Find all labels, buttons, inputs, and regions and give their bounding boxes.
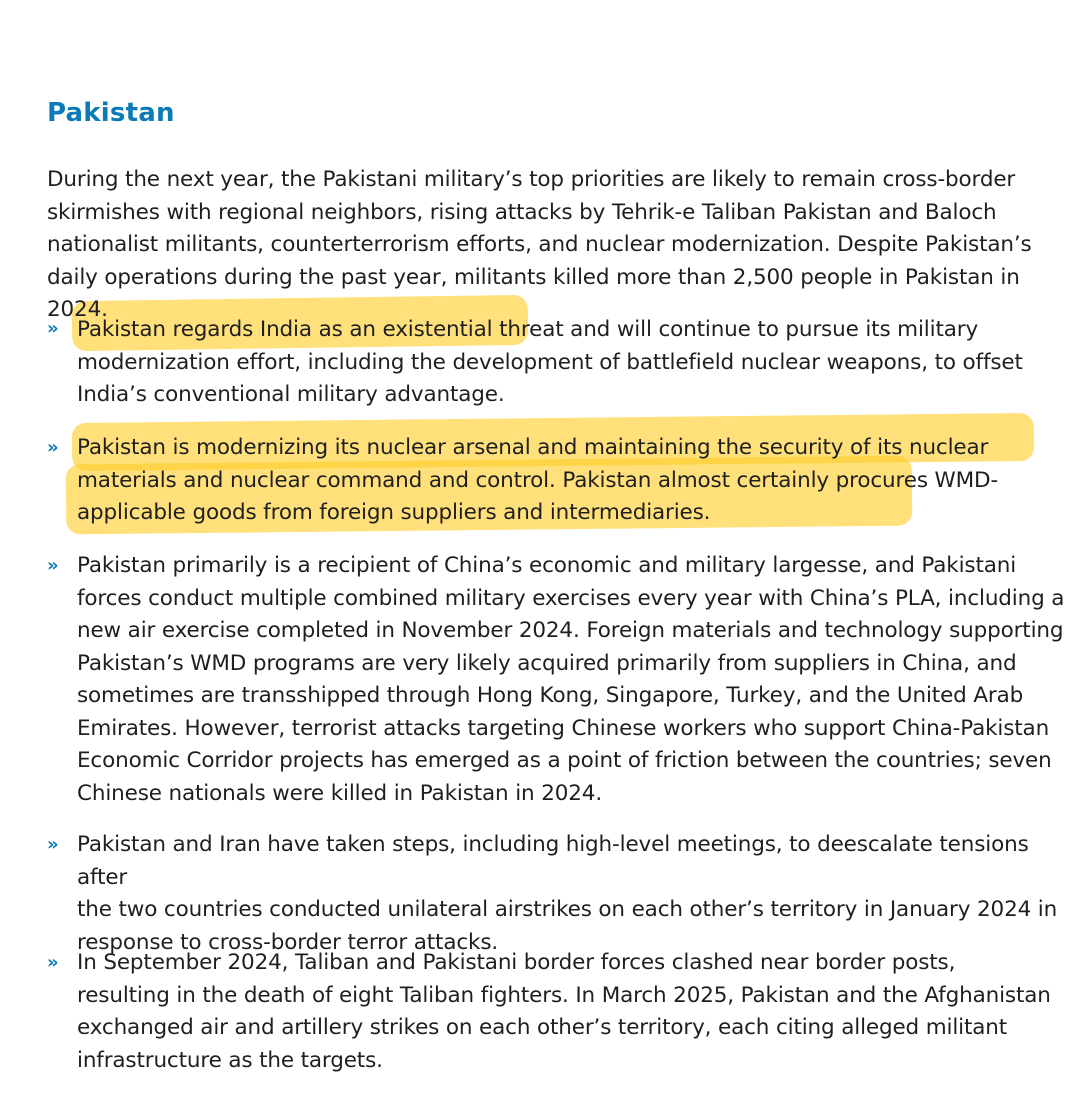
bullet-line: Pakistan regards India as an existential threat and will continue to pursue its military: [77, 317, 979, 342]
intro-line: nationalist militants, counterterrorism efforts, and nuclear modernization. Despite Pakistan’s: [47, 232, 1032, 257]
bullet-line: sometimes are transshipped through Hong Kong, Singapore, Turkey, and the United Arab: [77, 683, 1024, 708]
bullet-line: infrastructure as the targets.: [77, 1047, 383, 1073]
bullet-item: [77, 314, 1077, 412]
bullet-line: Pakistan and Iran have taken steps, including high-level meetings, to deescalate tensions after: [77, 832, 1029, 890]
bullet-item: [77, 947, 1077, 1077]
bullet-item: [77, 550, 1077, 810]
bullet-line: modernization effort, including the development of battlefield nuclear weapons, to offset: [77, 349, 1023, 375]
bullet-line: India’s conventional military advantage.: [77, 382, 505, 407]
bullet-line: the two countries conducted unilateral airstrikes on each other’s territory in January 2024 in: [77, 897, 1058, 922]
bullet-line: exchanged air and artillery strikes on each other’s territory, each citing alleged militant: [77, 1015, 1008, 1040]
intro-line: daily operations during the past year, militants killed more than 2,500 people in Pakistan in 2024.: [47, 264, 1020, 322]
bullet-line: Emirates. However, terrorist attacks targeting Chinese workers who support China-Pakistan: [77, 715, 1050, 741]
bullet-marker: »: [47, 555, 59, 576]
bullet-line: Pakistan’s WMD programs are very likely acquired primarily from suppliers in China, and: [77, 650, 1017, 676]
intro-line: skirmishes with regional neighbors, rising attacks by Tehrik-e Taliban Pakistan and Baloch: [47, 199, 997, 225]
bullet-line: In September 2024, Taliban and Pakistani border forces clashed near border posts,: [77, 950, 956, 975]
bullet-marker: »: [47, 952, 59, 973]
bullet-line: Pakistan primarily is a recipient of China’s economic and military largesse, and Pakistani: [77, 553, 1017, 578]
bullet-item: [77, 829, 1077, 959]
bullet-line: response to cross-border terror attacks.: [77, 929, 499, 955]
bullet-line: materials and nuclear command and control. Pakistan almost certainly procures WMD-: [77, 467, 999, 493]
bullet-line: new air exercise completed in November 2024. Foreign materials and technology supporting: [77, 618, 1064, 643]
bullet-line: Economic Corridor projects has emerged as a point of friction between the countries; seven: [77, 748, 1052, 773]
bullet-line: Pakistan is modernizing its nuclear arsenal and maintaining the security of its nuclear: [77, 435, 989, 460]
bullet-line: Chinese nationals were killed in Pakistan in 2024.: [77, 780, 603, 806]
bullet-marker: »: [47, 318, 59, 339]
intro-line: During the next year, the Pakistani military’s top priorities are likely to remain cross-border: [47, 167, 1016, 192]
section-heading: Pakistan: [47, 98, 175, 128]
bullet-line: resulting in the death of eight Taliban fighters. In March 2025, Pakistan and the Afghanistan: [77, 982, 1051, 1008]
bullet-marker: »: [47, 437, 59, 458]
bullet-line: applicable goods from foreign suppliers and intermediaries.: [77, 500, 711, 525]
bullet-line: forces conduct multiple combined military exercises every year with China’s PLA, including a: [77, 585, 1065, 611]
bullet-marker: »: [47, 834, 59, 855]
bullet-item: [77, 432, 1077, 530]
intro-paragraph: [47, 164, 1087, 327]
